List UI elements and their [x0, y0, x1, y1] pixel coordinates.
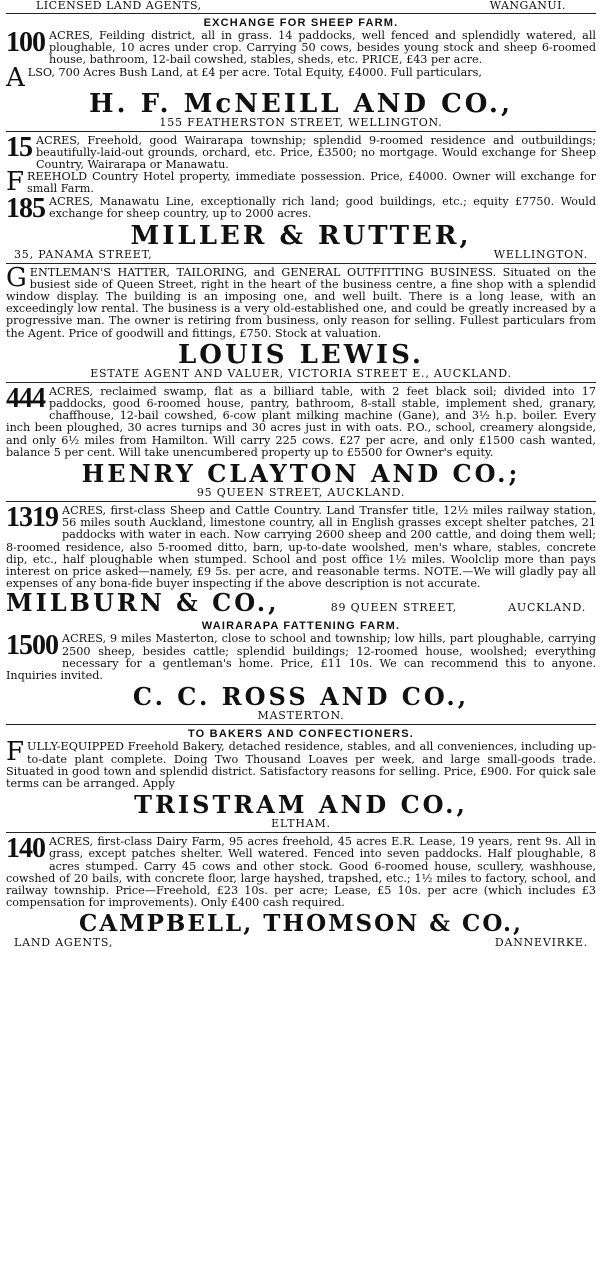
drop-cap-letter: F [6, 737, 25, 768]
ad-heading: TO BAKERS AND CONFECTIONERS. [187, 728, 415, 741]
acreage-number: 100 [6, 27, 45, 58]
ad-miller-rutter [6, 131, 596, 261]
ad-henry-clayton [6, 382, 596, 500]
divider-rule [6, 724, 596, 725]
ad-text-3: ACRES, Manawatu Line, exceptionally rich land; good buildings, etc.; equity £7750. Would exchange for sheep country, up to 2000 acres. [49, 194, 596, 220]
firm-address [6, 937, 596, 949]
firm-address-city: WELLINGTON. [493, 247, 588, 261]
ad-louis-lewis [6, 262, 596, 380]
firm-address-street: 35, PANAMA STREET, [14, 247, 153, 261]
acreage-number: 1500 [6, 630, 58, 662]
ad-heading: WAIRARAPA FATTENING FARM. [201, 620, 401, 633]
firm-address-city: DANNEVIRKE. [494, 936, 588, 950]
drop-cap-letter: F [6, 167, 25, 198]
ad-body [6, 737, 596, 790]
acreage-number-2: 185 [6, 192, 45, 224]
ad-body-3 [6, 192, 596, 224]
ad-text-2: REEHOLD Country Hotel property, immediate possession. Price, £4000. Owner will exchange for small Farm. [27, 170, 596, 196]
previous-ad-agent-label: LICENSED LAND AGENTS, [36, 0, 202, 11]
drop-cap-letter: G [6, 262, 27, 293]
ad-body [6, 262, 596, 340]
acreage-number: 444 [6, 382, 45, 414]
ad-body [6, 630, 596, 683]
ad-text-2: LSO, 700 Acres Bush Land, at £4 per acre. Total Equity, £4000. Full particulars, [27, 65, 482, 79]
firm-name: C. C. ROSS AND CO., [132, 682, 470, 712]
acreage-number: 1319 [6, 502, 58, 534]
ad-mcneill [6, 17, 596, 129]
firm-address: ELTHAM. [271, 817, 331, 831]
drop-cap-letter: A [6, 62, 25, 93]
firm-name: CAMPBELL, THOMSON & CO., [78, 910, 524, 938]
divider-rule [6, 501, 596, 502]
ad-campbell-thomson [6, 833, 596, 950]
divider-rule [6, 382, 596, 383]
firm-line [6, 590, 596, 616]
ad-text: ACRES, Freehold, good Wairarapa township; splendid 9-roomed residence and outbuildings; beautifully-laid-out grounds, orchard, etc. Price, £3500; no mortgage. Would exchange for Sheep Country, Wairarapa or Manawatu. [36, 133, 596, 172]
firm-address-label: LAND AGENTS, [14, 936, 114, 950]
ad-text: ACRES, 9 miles Masterton, close to school and township; low hills, part ploughable, carrying 2500 sheep, besides cattle; splendid buildings; 12-roomed house, woolshed; everything necessary for a gentleman's home. Price, £11 10s. We can recommend this to anyone. Inquiries invited. [6, 632, 596, 683]
firm-name: MILBURN & CO., [6, 588, 280, 618]
ad-body [6, 833, 596, 910]
ad-heading: EXCHANGE FOR SHEEP FARM. [203, 17, 399, 29]
divider-rule [6, 131, 596, 132]
ad-body [6, 502, 596, 591]
firm-address: 155 FEATHERSTON STREET, WELLINGTON. [159, 115, 443, 129]
divider-rule [6, 263, 596, 264]
divider-rule [6, 13, 596, 14]
firm-name: H. F. McNEILL AND CO., [88, 88, 514, 119]
previous-ad-town: WANGANUI. [489, 0, 566, 11]
ad-text: ACRES, Feilding district, all in grass. 14 paddocks, well fenced and splendidly watered, all ploughable, 10 acres under crop. Carrying 50 cows, besides young stock and sheep 6-roomed house, bathroom, 12-bail cowshed, stables, sheds, etc. PRICE, £43 per acre. [49, 29, 596, 67]
firm-name: MILLER & RUTTER, [130, 220, 472, 251]
ad-text: ACRES, first-class Sheep and Cattle Country. Land Transfer title, 12½ miles railway station, 56 miles south Auckland, limestone country, all in English grasses except shelter patches, 21 paddocks with water in each. Now carrying 2600 sheep and 200 cattle, and doing them well; 8-roomed residence, also 5-roomed ditto, barn, up-to-date woolshed, men's whare, stables, concrete dip, etc., half ploughable when stumped. School and post office 1½ miles. Woolclip more than pays interest on price asked—namely, £9 5s. per acre, and reasonable terms. NOTE.—We will gladly pay all expenses of any bona-fide buyer inspecting if the above description is not accurate. [6, 504, 596, 591]
ad-body [6, 27, 596, 67]
ad-text: ACRES, reclaimed swamp, flat as a billiard table, with 2 feet black soil; divided into 17 paddocks, good 6-roomed house, pantry, bathroom, 8-stall stable, implement shed, granary, chaffhouse, 12-bail cowshed, 6-cow plant milking machine (Gane), and 3½ h.p. boiler. Every inch been ploughed, 30 acres turnips and 30 acres just in with oats. P.O., school, creamery alongside, and only 6½ miles from Hamilton. Will carry 225 cows. £27 per acre, and only £1500 cash wanted, balance 5 per cent. Will take unencumbered property up to £5500 for Owner's equity. [6, 384, 596, 459]
firm-address: ESTATE AGENT AND VALUER, VICTORIA STREET E., AUCKLAND. [90, 366, 512, 380]
ad-body-2 [6, 167, 596, 198]
ad-text: ULLY-EQUIPPED Freehold Bakery, detached residence, stables, and all conveniences, including up-to-date plant complete. Doing Two Thousand Loaves per week, and large small-goods trade. Situated in good town and splendid district. Satisfactory reasons for selling. Price, £900. For quick sale terms can be arranged. Apply [6, 740, 596, 790]
ad-milburn [6, 502, 596, 618]
firm-name: TRISTRAM AND CO., [134, 790, 468, 820]
divider-rule [6, 832, 596, 833]
firm-address-city: AUCKLAND. [508, 601, 586, 615]
firm-address-street: 89 QUEEN STREET, [330, 601, 457, 615]
ad-tristram [6, 728, 596, 830]
firm-address: 95 QUEEN STREET, AUCKLAND. [196, 486, 406, 500]
ad-cc-ross [6, 620, 596, 722]
ad-body [6, 382, 596, 459]
acreage-number: 15 [6, 131, 32, 163]
firm-address: MASTERTON. [257, 709, 345, 723]
ad-body [6, 131, 596, 172]
firm-name: HENRY CLAYTON AND CO.; [81, 459, 521, 489]
previous-ad-footer [6, 0, 596, 11]
ad-text: ENTLEMAN'S HATTER, TAILORING, and GENERAL OUTFITTING BUSINESS. Situated on the busiest side of Queen Street, right in the heart of the business centre, a fine shop with a splendid window display. The building is an imposing one, and well built. There is a long lease, with an exceedingly low rental. The business is a very old-established one, and could be greatly increased by a progressive man. The owner is retiring from business, only reason for selling. Fullest particulars from the Agent. Price of goodwill and fittings, £750. Stock at valuation. [6, 265, 596, 340]
firm-name: LOUIS LEWIS. [178, 339, 424, 370]
acreage-number: 140 [6, 833, 45, 865]
ad-text: ACRES, first-class Dairy Farm, 95 acres freehold, 45 acres E.R. Lease, 19 years, rent 9s. All in grass, except patches shelter. Well watered. Fenced into seven paddocks. Half ploughable, 8 acres stumped. Carry 45 cows and other stock. Good 6-roomed house, scullery, washhouse, cowshed of 20 bails, with concrete floor, large hayshed, trapshed, etc.; 1½ miles to factory, school, and railway township. Price—Freehold, £23 10s. per acre; Lease, £5 10s. per acre (which includes £3 compensation for improvements). Only £400 cash required. [6, 835, 596, 910]
ad-body-2 [6, 62, 596, 93]
